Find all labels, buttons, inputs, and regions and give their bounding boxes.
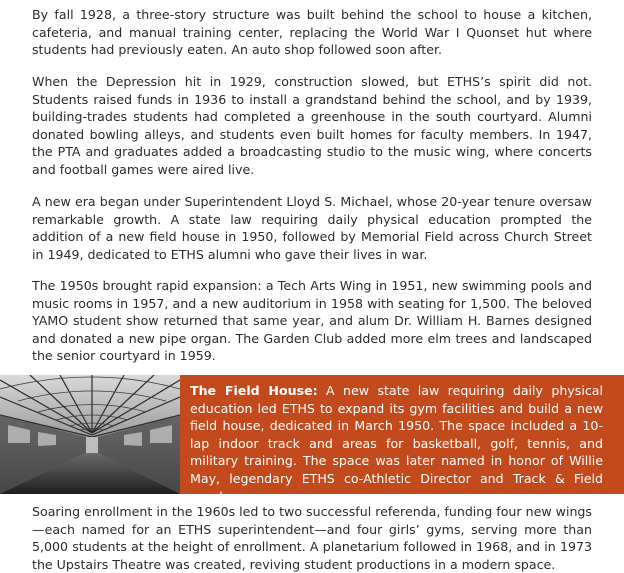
field-house-callout	[180, 375, 624, 504]
field-house-text	[190, 382, 603, 505]
paragraph-1950s-expansion: The 1950s brought rapid expansion: a Tech Arts Wing in 1951, new swimming pools and music rooms in 1957, and a new auditorium in 1958 with seating for 1,500. The beloved YAMO student show returned that same year, and alum Dr. William H. Barnes designed and donated a new pipe organ. The Garden Club added more elm trees and landscaped the senior courtyard in 1959.	[32, 278, 592, 364]
paragraph-depression-era: When the Depression hit in 1929, construction slowed, but ETHS’s spirit did not. Students raised funds in 1936 to install a grandstand behind the school, and by 1939, building-trades students had completed a greenhouse in the south courtyard. Alumni donated bowling alleys, and students even built homes for faculty members. In 1947, the PTA and graduates added a broadcasting studio to the music wing, where concerts and football games were aired live.	[32, 74, 592, 177]
paragraph-lloyd-michael-era: A new era began under Superintendent Lloyd S. Michael, whose 20-year tenure oversaw remarkable growth. A state law requiring daily physical education prompted the addition of a new field house in 1950, followed by Memorial Field across Church Street in 1949, dedicated to ETHS alumni who gave their lives in war.	[32, 194, 592, 262]
field-house-body: A new state law requiring daily physical education led ETHS to expand its gym facilities and build a new field house, dedicated in March 1950. The space included a 10-lap indoor track and areas for basketball, golf, tennis, and military training. The space was later named in honor of Willie May, legendary ETHS co-Athletic Director and Track & Field coach.	[190, 383, 604, 504]
paragraph-1960s-enrollment: Soaring enrollment in the 1960s led to two successful referenda, funding four new wings—each named for an ETHS superintendent—and four girls’ gyms, serving more than 5,000 students at the height of enrollment. A planetarium followed in 1968, and in 1973 the Upstairs Theatre was created, reviving student productions in a modern space.	[32, 504, 592, 572]
paragraph-1928-construction: By fall 1928, a three-story structure was built behind the school to house a kitchen, cafeteria, and manual training center, replacing the World War I Quonset hut where students had previously eaten. An auto shop followed soon after.	[32, 7, 592, 58]
field-house-photo	[0, 375, 180, 494]
field-house-lead: The Field House:	[190, 383, 318, 398]
field-house-feature	[0, 375, 624, 504]
